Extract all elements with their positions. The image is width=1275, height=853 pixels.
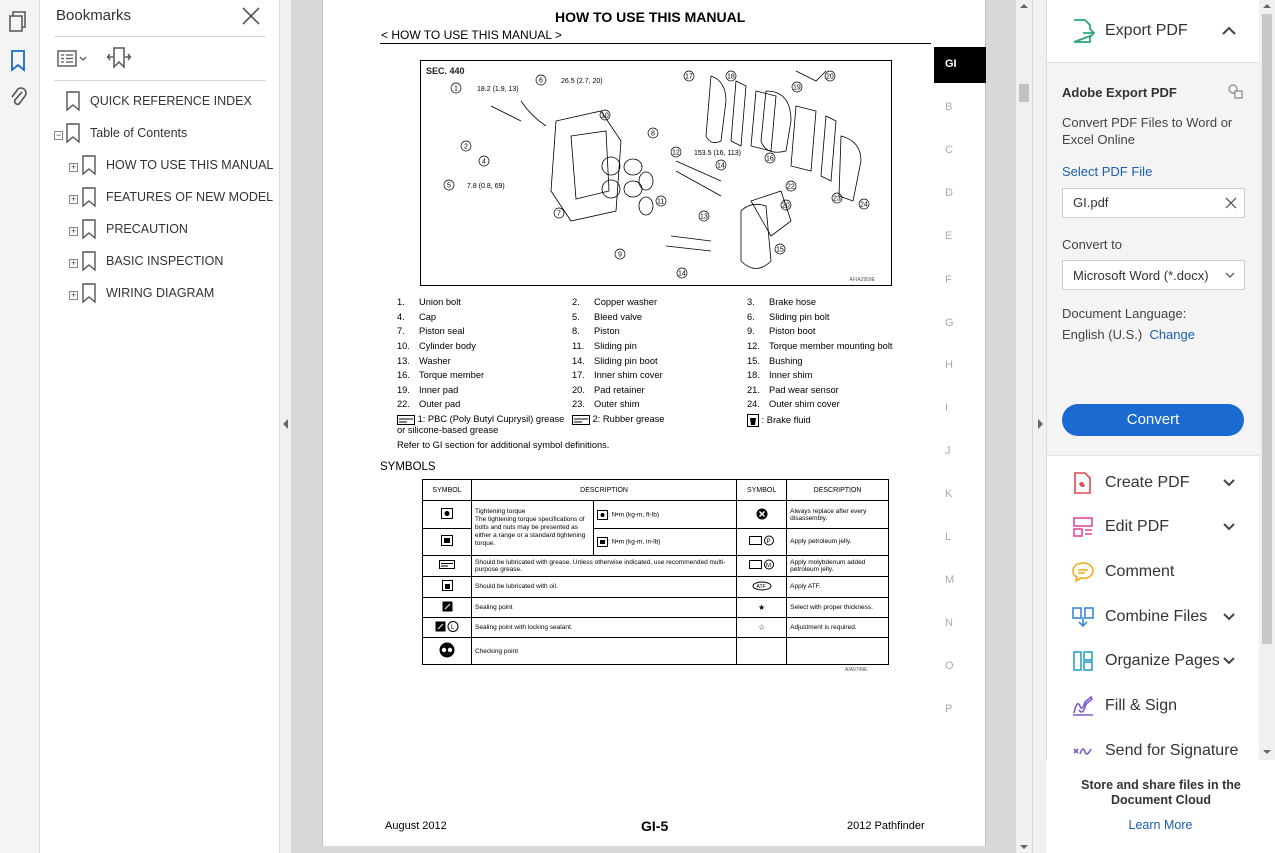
bookmark-quick-reference[interactable] (66, 89, 252, 113)
legend-item: 22. Outer pad (397, 399, 461, 409)
expand-toggle[interactable]: + (70, 258, 77, 268)
bookmark-label: WIRING DIAGRAM (106, 286, 215, 300)
left-panel-splitter[interactable] (280, 0, 292, 853)
molybdenum-jelly-icon (749, 559, 775, 570)
chevron-up-icon[interactable] (1222, 26, 1236, 36)
torque-wrench-icon (441, 535, 453, 546)
atf-icon (752, 581, 772, 591)
learn-more-link[interactable]: Learn More (1128, 818, 1193, 832)
convert-to-label: Convert to (1062, 237, 1122, 252)
svg-text:8: 8 (651, 130, 655, 138)
checking-point-icon (439, 642, 455, 658)
send-signature-icon (1071, 739, 1095, 760)
svg-text:1: 1 (454, 85, 458, 93)
expand-toggle[interactable]: + (70, 226, 77, 236)
brake-exploded-diagram (420, 60, 892, 286)
legend-item: 17. Inner shim cover (572, 370, 663, 380)
tool-edit-pdf[interactable]: Edit PDF (1047, 507, 1260, 547)
bookmarks-title: Bookmarks (56, 7, 132, 24)
tab-gi[interactable]: GI (934, 47, 986, 83)
tools-scrollbar[interactable] (1259, 0, 1275, 760)
organize-pages-icon (1071, 649, 1095, 673)
svg-text:P: P (766, 539, 771, 546)
bookmark-label: QUICK REFERENCE INDEX (90, 94, 252, 108)
legend-item: 2. Copper washer (572, 297, 658, 307)
chevron-down-icon (1224, 269, 1236, 281)
bookmark-icon (82, 283, 96, 303)
bookmark-icon (82, 219, 96, 239)
legend-item: 6. Sliding pin bolt (747, 312, 830, 322)
refer-note: Refer to GI section for additional symbol definitions. (397, 440, 610, 450)
bookmark-label: HOW TO USE THIS MANUAL (106, 158, 274, 172)
divider (54, 36, 266, 37)
svg-text:L: L (451, 625, 455, 632)
tool-comment[interactable]: Comment (1047, 552, 1260, 592)
bookmarks-panel (40, 0, 280, 853)
svg-text:13: 13 (700, 213, 708, 221)
document-scrollbar[interactable] (1016, 0, 1032, 853)
divider (54, 80, 266, 81)
tab-h[interactable]: H (945, 359, 953, 371)
svg-text:ATF: ATF (756, 583, 766, 590)
tab-b[interactable]: B (945, 101, 953, 113)
tab-o[interactable]: O (945, 660, 954, 672)
bookmark-label: Table of Contents (90, 126, 188, 140)
document-view[interactable] (292, 0, 1016, 853)
table-row: L Sealing point with locking sealant. ☆ Adjustment is required. (423, 617, 889, 637)
legend-item: 11. Sliding pin (572, 341, 637, 351)
bookmark-icon (66, 123, 80, 143)
scroll-down-icon[interactable] (1259, 746, 1275, 758)
tab-m[interactable]: M (945, 574, 955, 586)
bookmark-precaution[interactable] (82, 217, 188, 241)
brake-fluid-note: : Brake fluid (747, 414, 811, 427)
export-pdf-title: Export PDF (1105, 22, 1188, 39)
tab-d[interactable]: D (945, 187, 953, 199)
expand-bookmark-icon[interactable] (106, 45, 132, 71)
legend-item: 15. Bushing (747, 356, 803, 366)
scroll-up-icon[interactable] (1259, 0, 1275, 12)
bookmark-label: FEATURES OF NEW MODEL (106, 190, 274, 204)
table-header-row: SYMBOL DESCRIPTION SYMBOL DESCRIPTION (423, 480, 889, 501)
create-pdf-icon (1071, 471, 1095, 495)
legend-item: 14. Sliding pin boot (572, 356, 658, 366)
svg-text:14: 14 (717, 162, 725, 170)
expand-toggle[interactable]: + (70, 162, 77, 172)
tool-send-signature[interactable]: Send for Signature (1047, 731, 1260, 760)
svg-text:12: 12 (672, 149, 680, 157)
combine-files-icon (1071, 605, 1095, 629)
tab-l[interactable]: L (945, 531, 952, 543)
svg-text:4: 4 (482, 158, 486, 166)
figure-section-label: SEC. 440 (426, 66, 465, 76)
svg-text:9: 9 (618, 251, 622, 259)
selected-file-field[interactable] (1062, 188, 1245, 218)
bookmark-icon (66, 91, 80, 111)
bookmark-features[interactable] (82, 185, 273, 209)
tab-p[interactable]: P (945, 703, 953, 715)
tab-i[interactable]: I (945, 402, 949, 414)
tab-n[interactable]: N (945, 617, 953, 629)
tools-panel (1046, 0, 1259, 853)
legend-item: 10. Cylinder body (397, 341, 476, 351)
tool-fill-sign[interactable]: Fill & Sign (1047, 686, 1260, 726)
table-row: Tightening torque The tightening torque specifications of bolts and nuts may be presented as either a range or a standard tightening torque. : N•m (kg-m, ft-lb) Always replace after every disassembly. (423, 501, 889, 529)
cloud-promo-text: Store and share files in the Document Cloud (1081, 778, 1241, 807)
footer-model: 2012 Pathfinder (847, 820, 925, 832)
brake-fluid-icon (747, 414, 759, 427)
table-row: Should be lubricated with grease. Unless otherwise indicated, use recommended multi-purpose grease. M Apply molybdenum added petroleum jelly. (423, 555, 889, 577)
bookmark-icon[interactable] (4, 47, 32, 75)
convert-format-dropdown[interactable] (1062, 260, 1245, 290)
page-title: HOW TO USE THIS MANUAL (555, 9, 746, 25)
scroll-thumb[interactable] (1019, 84, 1029, 102)
svg-text:23: 23 (833, 195, 841, 203)
footer-date: August 2012 (385, 820, 447, 832)
locking-sealant-icon (435, 621, 459, 632)
legend-item: 16. Torque member (397, 370, 485, 380)
svg-text:M: M (765, 563, 771, 570)
convert-format-value: Microsoft Word (*.docx) (1073, 268, 1209, 283)
legend-item: 19. Inner pad (397, 385, 459, 395)
bookmark-label: BASIC INSPECTION (106, 254, 224, 268)
svg-text:14: 14 (678, 270, 686, 278)
tab-f[interactable]: F (945, 274, 952, 286)
chevron-down-icon[interactable] (1222, 521, 1236, 533)
petroleum-jelly-icon (749, 535, 775, 546)
footer-page-number: GI-5 (641, 818, 669, 834)
svg-text:7: 7 (557, 210, 561, 218)
bookmark-basic-inspection[interactable] (82, 249, 223, 273)
collapse-toggle[interactable]: − (55, 130, 62, 140)
legend-item: 7. Piston seal (397, 326, 465, 336)
svg-text:16: 16 (766, 155, 774, 163)
torque-callout-1: 18.2 (1.9, 13) (477, 86, 519, 93)
options-menu-icon[interactable] (56, 47, 90, 71)
bookmark-wiring-diagram[interactable] (82, 281, 214, 305)
replace-icon (756, 508, 768, 520)
export-pdf-form (1047, 62, 1260, 456)
tab-j[interactable]: J (945, 445, 951, 457)
scroll-up-icon[interactable] (1016, 0, 1032, 12)
collapse-left-icon[interactable] (282, 418, 290, 430)
svg-text:22: 22 (787, 183, 795, 191)
close-icon[interactable] (240, 5, 262, 27)
grease-icon (572, 415, 590, 425)
table-row: : N•m (kg-m, in-lb) P Apply petroleum jelly. (423, 529, 889, 556)
table-row: Should be lubricated with oil. ATF Apply ATF. (423, 577, 889, 597)
svg-text:19: 19 (793, 84, 801, 92)
bookmark-icon (82, 251, 96, 271)
svg-text:5: 5 (447, 182, 451, 190)
tool-combine-files[interactable]: Combine Files (1047, 597, 1260, 637)
scroll-down-icon[interactable] (1016, 841, 1032, 853)
document-cloud-promo (1046, 760, 1275, 853)
legend-item: 23. Outer shim (572, 399, 640, 409)
bookmark-label: PRECAUTION (106, 222, 188, 236)
bookmark-icon (82, 155, 96, 175)
grease-icon (397, 415, 415, 425)
svg-text:20: 20 (782, 202, 790, 210)
symbols-table (422, 479, 889, 665)
oil-can-icon (442, 580, 453, 591)
page-breadcrumb: < HOW TO USE THIS MANUAL > (381, 28, 562, 42)
chevron-down-icon[interactable] (1222, 477, 1236, 489)
file-name: GI.pdf (1073, 195, 1109, 210)
document-language-value: English (U.S.) Change (1062, 327, 1195, 342)
legend-item: 24. Outer shim cover (747, 399, 840, 409)
svg-text:24: 24 (860, 201, 868, 209)
legend-item: 21. Pad wear sensor (747, 385, 839, 395)
table-row: Checking point (423, 638, 889, 665)
select-pdf-file-link[interactable]: Select PDF File (1062, 164, 1153, 179)
figure-code: AFIA2959E (849, 277, 875, 283)
legend-item: 12. Torque member mounting bolt (747, 341, 893, 351)
scroll-thumb[interactable] (1262, 14, 1272, 644)
star-outline-icon: ☆ (737, 617, 787, 637)
svg-text:17: 17 (685, 73, 693, 81)
svg-text:10: 10 (601, 112, 609, 120)
torque-callout-2: 26.5 (2.7, 20) (561, 78, 603, 85)
torque-wrench-icon (597, 537, 608, 547)
document-language-label: Document Language: (1062, 306, 1187, 321)
legend-item: 5. Bleed valve (572, 312, 643, 322)
bookmark-icon (82, 187, 96, 207)
svg-text:15: 15 (776, 246, 784, 254)
tab-g[interactable]: G (945, 317, 954, 329)
tool-create-pdf[interactable]: Create PDF (1047, 463, 1260, 503)
attachment-icon[interactable] (4, 83, 32, 111)
symbols-heading: SYMBOLS (380, 461, 436, 473)
bookmark-table-of-contents[interactable] (66, 121, 187, 145)
expand-toggle[interactable]: + (70, 290, 77, 300)
legend-item: 8. Piston (572, 326, 620, 336)
export-description: Convert PDF Files to Word or Excel Online (1062, 115, 1233, 147)
svg-text:6: 6 (539, 77, 543, 85)
title-rule (380, 43, 931, 44)
legend-item: 1. Union bolt (397, 297, 461, 307)
expand-toggle[interactable]: + (70, 194, 77, 204)
legend-item: 13. Washer (397, 356, 451, 366)
right-panel-splitter[interactable] (1032, 0, 1046, 853)
torque-wrench-icon (597, 510, 608, 520)
bookmark-how-to-use[interactable] (82, 153, 273, 177)
edit-pdf-icon (1071, 515, 1095, 539)
clear-icon[interactable] (1224, 196, 1238, 210)
torque-wrench-icon (441, 508, 453, 519)
legend-item: 20. Pad retainer (572, 385, 645, 395)
convert-button[interactable]: Convert (1062, 404, 1244, 436)
svg-text:11: 11 (657, 198, 665, 206)
table-row: Sealing point ★ Select with proper thickness. (423, 597, 889, 617)
grease-note-2: 2: Rubber grease (572, 414, 664, 425)
tab-k[interactable]: K (945, 488, 953, 500)
grease-icon (439, 560, 455, 569)
grease-note-1: 1: PBC (Poly Butyl Cuprysil) grease or silicone-based grease (397, 414, 565, 435)
export-heading: Adobe Export PDF (1062, 85, 1177, 100)
pdf-page (322, 0, 986, 846)
legend-item: 3. Brake hose (747, 297, 817, 307)
account-switch-icon[interactable] (1227, 83, 1243, 99)
table-code: AIA0749E (845, 667, 868, 673)
legend-item: 4. Cap (397, 312, 437, 322)
fill-sign-icon (1071, 694, 1095, 718)
chevron-down-icon[interactable] (1222, 655, 1236, 667)
comment-icon (1071, 560, 1095, 584)
tab-c[interactable]: C (945, 144, 953, 156)
svg-text:2: 2 (464, 143, 468, 151)
page-thumbnails-icon[interactable] (4, 8, 32, 36)
legend-item: 18. Inner shim (747, 370, 813, 380)
export-pdf-icon (1071, 18, 1095, 44)
torque-callout-4: 153.5 (16, 113) (694, 150, 741, 157)
chevron-down-icon[interactable] (1222, 611, 1236, 623)
svg-text:20: 20 (826, 73, 834, 81)
star-filled-icon: ★ (737, 597, 787, 617)
collapse-right-icon[interactable] (1036, 418, 1044, 430)
legend-item: 9. Piston boot (747, 326, 816, 336)
export-pdf-header[interactable] (1047, 0, 1260, 62)
sealing-point-icon (442, 601, 453, 612)
tool-organize-pages[interactable]: Organize Pages (1047, 641, 1260, 681)
svg-text:18: 18 (727, 73, 735, 81)
brake-parts-drawing (421, 61, 891, 285)
torque-callout-3: 7.8 (0.8, 69) (467, 183, 505, 190)
change-language-link[interactable]: Change (1149, 327, 1195, 342)
left-tool-rail (0, 0, 40, 853)
tab-e[interactable]: E (945, 230, 953, 242)
